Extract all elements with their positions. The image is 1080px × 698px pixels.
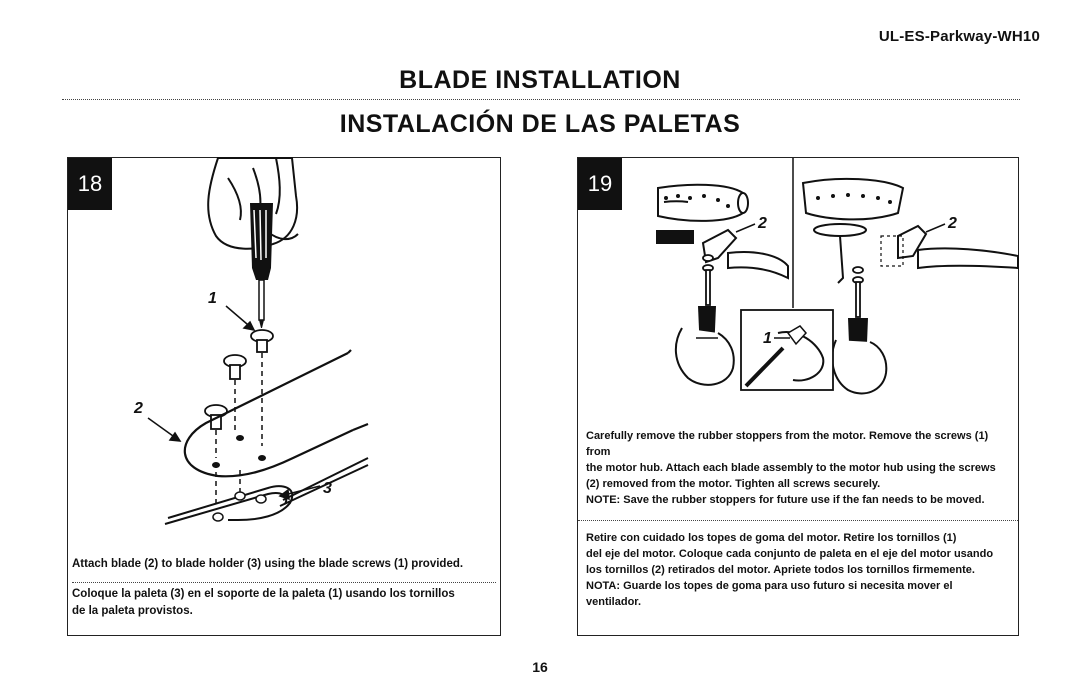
text-line: NOTA: Guarde los topes de goma para uso futuro si necesita mover el (586, 580, 953, 592)
title-divider (62, 99, 1020, 100)
step-19-number: 19 (578, 158, 622, 210)
blade-attachment-illustration (68, 158, 500, 548)
step-19-text-english (586, 428, 1014, 508)
text-line: the motor hub. Attach each blade assembly to the motor hub using the screws (586, 462, 996, 474)
step-18-number: 18 (68, 158, 112, 210)
callout-2a: 2 (758, 215, 767, 232)
text-line: Retire con cuidado los topes de goma del motor. Retire los tornillos (1) (586, 532, 957, 544)
language-divider (578, 520, 1018, 521)
model-code: UL-ES-Parkway-WH10 (878, 28, 1040, 45)
callout-1: 1 (208, 290, 217, 307)
step-19-text-spanish (586, 530, 1014, 610)
page-number: 16 (532, 659, 548, 675)
step-19-panel (577, 157, 1019, 636)
title-english: BLADE INSTALLATION (399, 66, 681, 94)
text-line: los tornillos (2) retirados del motor. Apriete todos los tornillos firmemente. (586, 564, 975, 576)
callout-2b: 2 (948, 215, 957, 232)
language-divider (72, 582, 496, 583)
callout-3: 3 (323, 480, 332, 497)
text-line: de la paleta provistos. (72, 605, 193, 617)
step-18-text-english (72, 556, 496, 573)
callout-2: 2 (134, 400, 143, 417)
step-18-panel (67, 157, 501, 636)
step-18-text-spanish (72, 586, 496, 620)
title-spanish: INSTALACIÓN DE LAS PALETAS (339, 110, 741, 138)
text-line: Carefully remove the rubber stoppers from the motor. Remove the screws (1) from (586, 430, 989, 458)
text-line: Attach blade (2) to blade holder (3) using the blade screws (1) provided. (72, 558, 464, 570)
text-line: NOTE: Save the rubber stoppers for future use if the fan needs to be moved. (586, 494, 985, 506)
text-line: (2) removed from the motor. Tighten all screws securely. (586, 478, 881, 490)
text-line: del eje del motor. Coloque cada conjunto de paleta en el eje del motor usando (586, 548, 994, 560)
motor-hub-illustration (578, 158, 1018, 423)
callout-1: 1 (763, 330, 772, 347)
text-line: ventilador. (586, 596, 642, 608)
text-line: Coloque la paleta (3) en el soporte de la paleta (1) usando los tornillos (72, 588, 455, 600)
